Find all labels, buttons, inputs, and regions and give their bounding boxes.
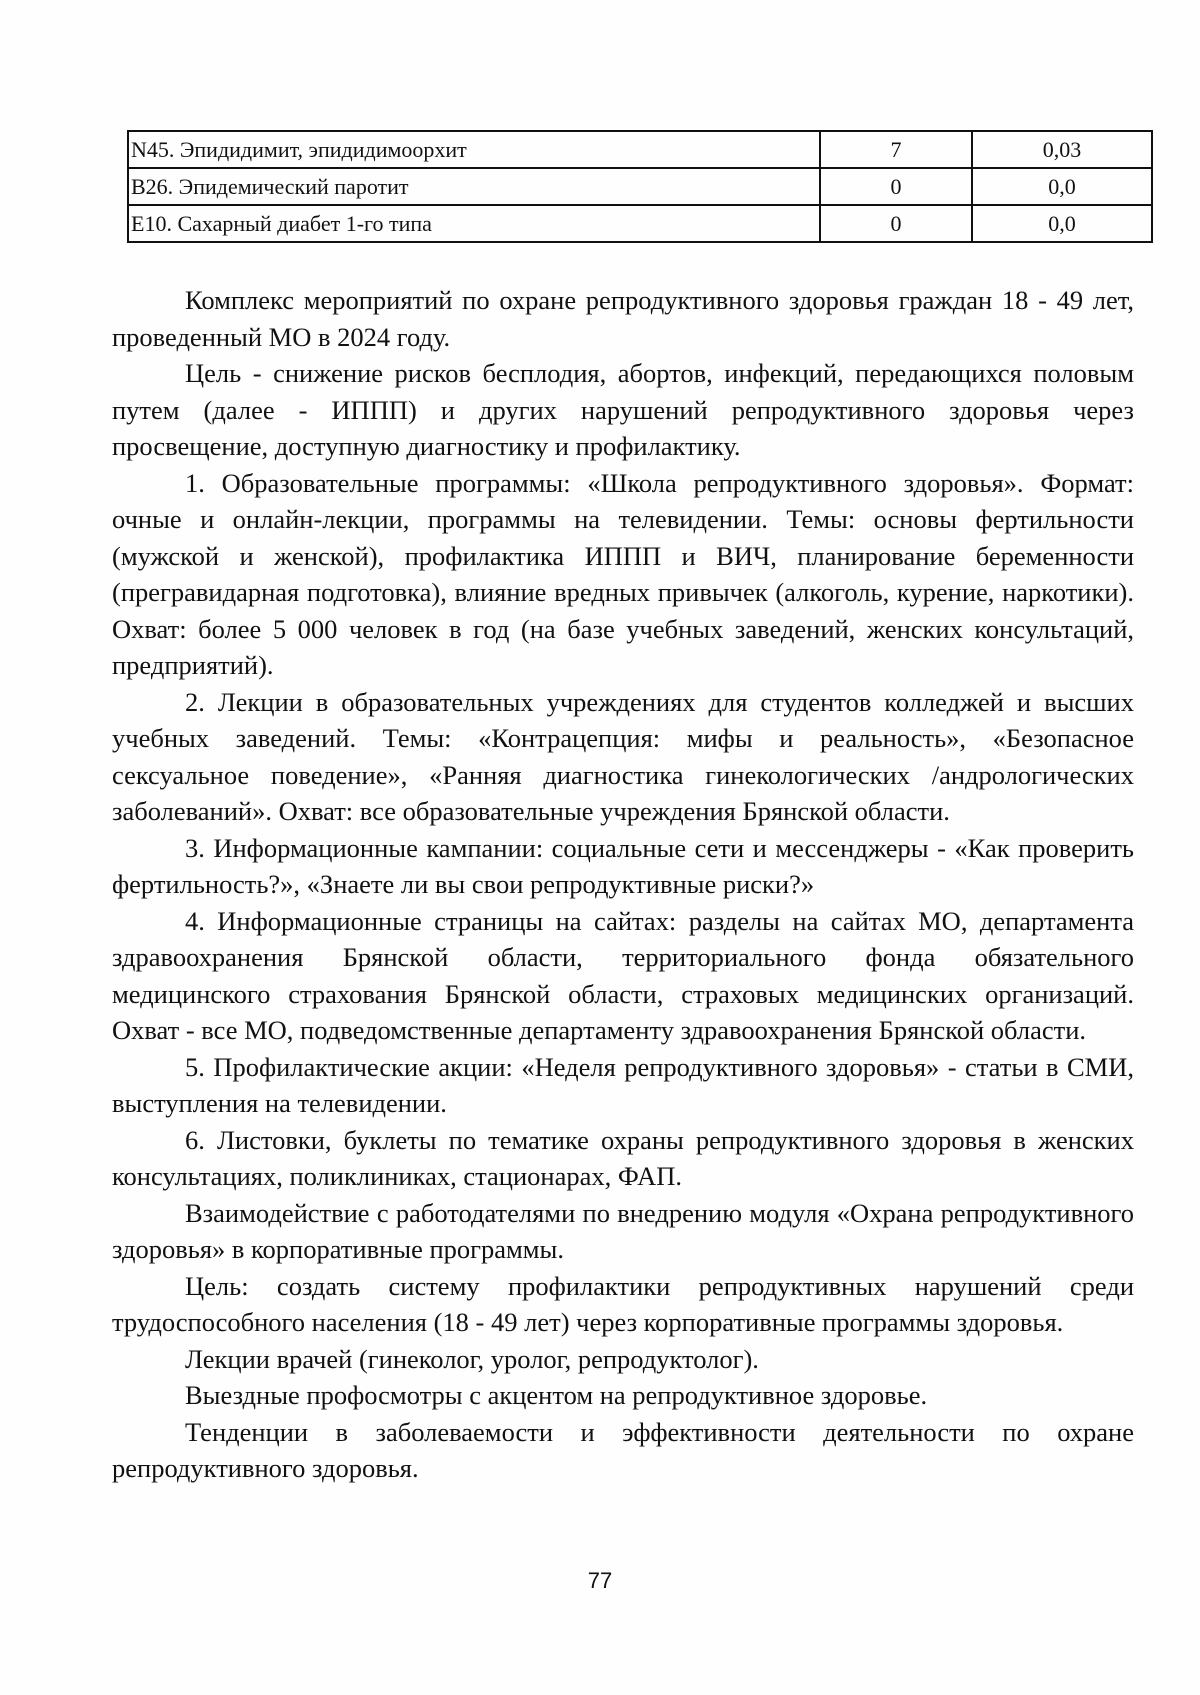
- table-row: [128, 168, 1152, 205]
- table-cell-diagnosis: E10. Сахарный диабет 1-го типа: [128, 205, 820, 242]
- paragraph: Комплекс мероприятий по охране репродуктивного здоровья граждан 18 - 49 лет, проведенный МО в 2024 году.: [112, 285, 1134, 352]
- paragraph: Лекции врачей (гинеколог, уролог, репродуктолог).: [185, 1343, 759, 1374]
- paragraph: Выездные профосмотры с акцентом на репродуктивное здоровье.: [185, 1380, 928, 1410]
- paragraph: Взаимодействие с работодателями по внедрению модуля «Охрана репродуктивного здоровья» в корпоративные программы.: [112, 1197, 1134, 1264]
- table-row: [128, 131, 1152, 168]
- paragraph: 3. Информационные кампании: социальные сети и мессенджеры - «Как проверить фертильность?», «Знаете ли вы свои репродуктивные риски?»: [112, 832, 1134, 899]
- paragraph: 5. Профилактические акции: «Неделя репродуктивного здоровья» - статьи в СМИ, выступления на телевидении.: [112, 1051, 1134, 1118]
- paragraph: Тенденции в заболеваемости и эффективности деятельности по охране репродуктивного здоровья.: [112, 1416, 1134, 1483]
- body-text: [112, 282, 1134, 1487]
- table-cell-count: 0: [820, 168, 972, 205]
- table-cell-diagnosis: B26. Эпидемический паротит: [128, 168, 820, 205]
- table-cell-count: 7: [820, 131, 972, 168]
- table-cell-rate: 0,03: [972, 131, 1152, 168]
- table-cell-rate: 0,0: [972, 168, 1152, 205]
- table-cell-rate: 0,0: [972, 205, 1152, 242]
- table-cell-diagnosis: N45. Эпидидимит, эпидидимоорхит: [128, 131, 820, 168]
- paragraph: 1. Образовательные программы: «Школа репродуктивного здоровья». Формат: очные и онлайн-лекции, программы на телевидении. Темы: основы фертильности (мужской и женской), профилактика ИППП и ВИЧ, планирование беременности (прегравидарная подготовка), влияние вредных привычек (алкоголь, курение, наркотики). Охват: более 5 000 человек в год (на базе учебных заведений, женских консультаций, предприятий).: [112, 467, 1134, 680]
- paragraph: 4. Информационные страницы на сайтах: разделы на сайтах МО, департамента здравоохранения Брянской области, территориального фонда обязательного медицинского страхования Брянской области, страховых медицинских организаций. Охват - все МО, подведомственные департаменту здравоохранения Брянской области.: [112, 905, 1134, 1045]
- table-cell-count: 0: [820, 205, 972, 242]
- paragraph: 6. Листовки, буклеты по тематике охраны репродуктивного здоровья в женских консультациях, поликлиниках, стационарах, ФАП.: [112, 1124, 1134, 1191]
- page-number: 77: [587, 1568, 613, 1593]
- paragraph: Цель: создать систему профилактики репродуктивных нарушений среди трудоспособного населения (18 - 49 лет) через корпоративные программы здоровья.: [112, 1270, 1134, 1337]
- paragraph: 2. Лекции в образовательных учреждениях для студентов колледжей и высших учебных заведений. Темы: «Контрацепция: мифы и реальность», «Безопасное сексуальное поведение», «Ранняя диагностика гинекологических /андрологических заболеваний». Охват: все образовательные учреждения Брянской области.: [112, 686, 1134, 826]
- table-row: [128, 205, 1152, 242]
- paragraph: Цель - снижение рисков бесплодия, абортов, инфекций, передающихся половым путем (далее - ИППП) и других нарушений репродуктивного здоровья через просвещение, доступную диагностику и профилактику.: [112, 358, 1134, 461]
- diagnosis-table: [127, 130, 1153, 243]
- diagnosis-table-container: [127, 130, 1123, 243]
